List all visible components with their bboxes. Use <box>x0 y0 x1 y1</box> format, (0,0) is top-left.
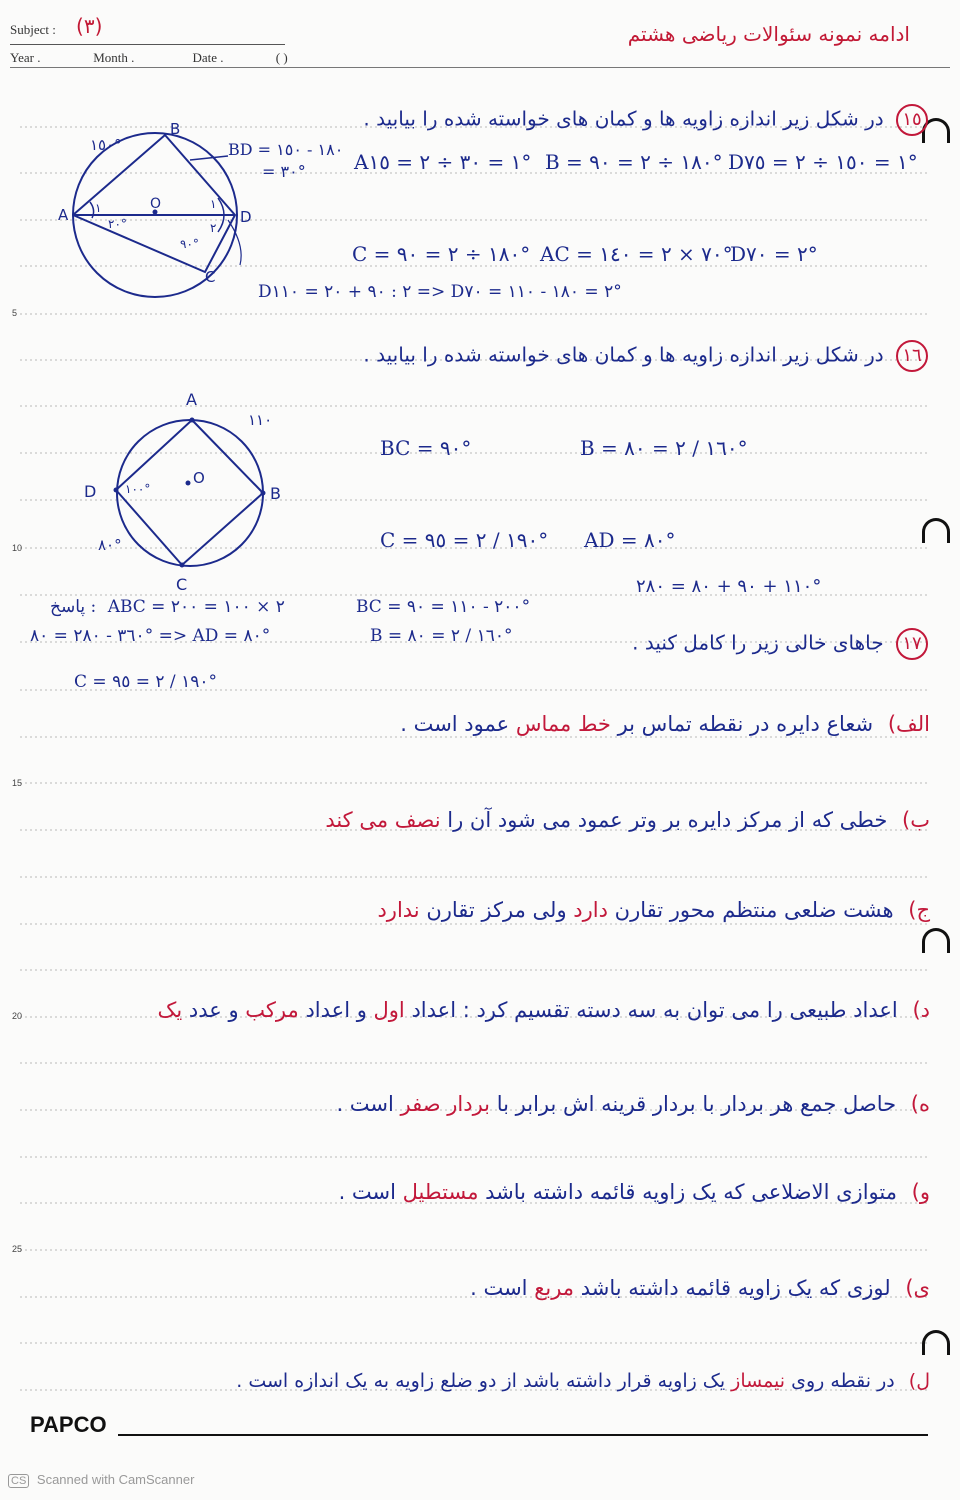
q15-pointer-arrow <box>190 156 228 160</box>
q17-item-answer: یک <box>157 998 183 1022</box>
q15-line: BD = ١٨٠ - ١٥٠ <box>228 140 344 159</box>
q15-angle-label: ١ <box>210 197 217 211</box>
q16-point-b: B <box>270 484 281 503</box>
q17-item-vav <box>339 1180 930 1204</box>
line-number: 5 <box>12 308 18 318</box>
papco-logo: PAPCO <box>30 1412 107 1437</box>
q17-item-text: و عدد <box>188 998 239 1022</box>
q17-item-text: اعداد طبیعی را می توان به سه دسته تقسیم کرد : اعداد <box>411 998 898 1022</box>
q17-item-text: لوزی که یک زاویه قائمه داشته باشد <box>580 1276 891 1300</box>
date-label: Date . <box>192 50 224 65</box>
q17-prompt <box>632 628 928 660</box>
q17-item-text: هشت ضلعی منتظم محور تقارن <box>614 898 894 922</box>
q15-line: A١ = ٣٠ ÷ ٢ = ١٥° <box>354 150 532 174</box>
binder-hole <box>922 1330 950 1355</box>
q17-item-answer: نیمساز <box>731 1370 786 1392</box>
q15-point-c: C <box>205 268 216 286</box>
q16-arc-dc: ٨٠° <box>98 536 122 554</box>
q16-line: B = ١٦٠ / ٢ = ٨٠° <box>580 436 748 460</box>
q16-line: C = ١٩٠ / ٢ = ٩٥° <box>380 528 549 552</box>
line-number: 25 <box>12 1244 23 1254</box>
subject-label: Subject : <box>10 22 56 37</box>
q17-item-text: و اعداد <box>305 998 367 1022</box>
q17-item-text: یک زاویه قرار داشته باشد از دو ضلع زاویه به یک اندازه است . <box>236 1370 726 1392</box>
q15-line: C = ١٨٠ ÷ ٢ = ٩٠° <box>352 242 531 266</box>
q16-point-d: D <box>84 482 97 501</box>
q17-item-answer: مربع <box>534 1276 575 1300</box>
subject-value: (٣) <box>76 14 103 38</box>
q15-number: ١٥ <box>896 104 928 136</box>
line-number: 20 <box>12 1011 23 1021</box>
q17-item-dal <box>158 998 930 1022</box>
q16-answer-line: BC = ٢٠٠ - ١١٠ = ٩٠° <box>356 597 531 617</box>
q15-pointer-arrow <box>228 220 241 265</box>
q17-item-jim <box>377 898 930 922</box>
q17-item-label: و) <box>911 1180 930 1204</box>
q15-prompt <box>363 104 928 136</box>
header-divider <box>10 44 285 45</box>
q15-line: D٢ = ٧٠° <box>730 242 818 266</box>
date-parens: ( ) <box>275 50 288 65</box>
q17-item-text: شعاع دایره در نقطه تماس بر <box>617 712 874 736</box>
q16-line: ١١٠ + ٩٠ + ٨٠ = ٢٨٠° <box>636 576 822 597</box>
q15-arc-label: ١٥٠° <box>90 136 122 154</box>
q16-circle-figure <box>80 385 310 595</box>
q17-item-text: متوازی الاضلاعی که یک زاویه قائمه داشته باشد <box>485 1180 897 1204</box>
q15-prompt-text: در شکل زیر اندازه زاویه ها و کمان های خواسته شده را بیابید . <box>363 106 884 131</box>
q16-answer-line: ABC = ٢ × ١٠٠ = ٢٠٠ <box>107 597 285 617</box>
q15-point-a: A <box>58 206 69 224</box>
q17-item-he <box>336 1092 930 1116</box>
q16-center-label: O <box>193 469 205 487</box>
q15-point-b: B <box>170 120 181 138</box>
q16-vertex-dot <box>261 491 266 496</box>
binder-hole <box>922 928 950 953</box>
q16-answer-row <box>50 597 285 617</box>
q17-item-answer: ندارد <box>377 898 420 922</box>
q17-item-be <box>325 808 930 832</box>
q15-angle-label: ٢٠° <box>108 217 127 231</box>
q17-item-text: است . <box>338 1180 396 1204</box>
q16-prompt-text: در شکل زیر اندازه زاویه ها و کمان های خواسته شده را بیابید . <box>363 342 884 367</box>
q15-center-label: O <box>150 196 162 212</box>
q16-answer-line: C = ١٩٠ / ٢ = ٩٥° <box>74 672 217 692</box>
scanner-text: Scanned with CamScanner <box>36 1472 195 1487</box>
q15-line: D٢ : ٩٠ + ٢٠ = ١١٠ => D٢ = ١٨٠ - ١١٠ = ٧٠° <box>258 282 622 302</box>
q16-answer-line: B = ١٦٠ / ٢ = ٨٠° <box>370 626 513 646</box>
footer-rule <box>118 1434 928 1436</box>
month-label: Month . <box>93 50 135 65</box>
q17-prompt-text: جاهای خالی زیر را کامل کنید . <box>632 630 884 655</box>
q17-item-text: حاصل جمع هر بردار با بردار قرینه اش برابر با <box>496 1092 897 1116</box>
q17-item-lam <box>236 1370 930 1392</box>
date-row <box>10 50 288 66</box>
year-label: Year . <box>10 50 41 65</box>
binder-hole <box>922 518 950 543</box>
q17-item-label: ی) <box>905 1276 930 1300</box>
q17-item-answer: مستطیل <box>402 1180 479 1204</box>
q17-item-text: خطی که از مرکز دایره بر وتر عمود می شود آن را <box>447 808 888 832</box>
scanner-watermark <box>8 1472 194 1488</box>
q17-item-label: ب) <box>902 808 930 832</box>
q17-item-answer: بردار صفر <box>400 1092 491 1116</box>
q17-item-answer: نصف می کند <box>325 808 441 832</box>
q17-item-text: ولی مرکز تقارن <box>426 898 567 922</box>
q17-item-alef <box>400 712 930 736</box>
q17-item-ye <box>470 1276 930 1300</box>
q17-item-label: ج) <box>908 898 930 922</box>
q16-line: BC = ٩٠° <box>380 436 472 460</box>
line-number: 15 <box>12 778 23 788</box>
q15-line: = ٣٠° <box>262 162 306 181</box>
q16-point-c: C <box>176 575 188 594</box>
q15-point-d: D <box>240 208 252 226</box>
q16-vertex-dot <box>114 488 119 493</box>
q15-angle-label: ١ <box>95 201 102 215</box>
q16-prompt <box>363 340 928 372</box>
q17-item-answer: دارد <box>573 898 608 922</box>
q17-number: ١٧ <box>896 628 928 660</box>
header-rule <box>10 67 950 68</box>
q17-item-label: ه) <box>910 1092 930 1116</box>
q17-item-label: الف) <box>887 712 930 736</box>
q17-item-label: ل) <box>908 1370 930 1392</box>
q16-answer-line: ٣٦٠ - ٢٨٠ = ٨٠° => AD = ٨٠° <box>30 626 271 646</box>
q17-item-text: در نقطه روی <box>791 1370 895 1392</box>
q16-line: AD = ٨٠° <box>584 528 676 552</box>
q15-line: D١ = ١٥٠ ÷ ٢ = ٧٥° <box>728 150 918 174</box>
q16-answer-label: پاسخ : <box>50 597 97 617</box>
camscanner-icon: CS <box>8 1474 29 1488</box>
q17-item-text: عمود است . <box>400 712 510 736</box>
q17-item-answer: اول <box>373 998 405 1022</box>
q16-angle-d: ١٠٠° <box>125 482 151 496</box>
q16-vertex-dot <box>180 563 185 568</box>
q15-angle-label: ٢ <box>210 221 217 235</box>
q17-item-answer: خط مماس <box>515 712 611 736</box>
q15-line: AC = ٧٠ × ٢ = ١٤٠° <box>540 242 733 266</box>
q17-item-text: است . <box>470 1276 528 1300</box>
q16-arc-ab: ١١٠ <box>248 411 273 429</box>
q17-item-text: است . <box>336 1092 394 1116</box>
q16-number: ١٦ <box>896 340 928 372</box>
q17-item-label: د) <box>912 998 930 1022</box>
line-number: 10 <box>12 543 23 553</box>
q16-center-dot <box>186 481 191 486</box>
q16-point-a: A <box>186 390 197 409</box>
q15-angle-label: ٩٠° <box>180 237 199 251</box>
q16-vertex-dot <box>190 418 195 423</box>
q17-item-answer: مرکب <box>245 998 299 1022</box>
page-title: ادامه نمونه سئوالات ریاضی هشتم <box>627 22 910 46</box>
q15-line: B = ١٨٠ ÷ ٢ = ٩٠° <box>545 150 723 174</box>
